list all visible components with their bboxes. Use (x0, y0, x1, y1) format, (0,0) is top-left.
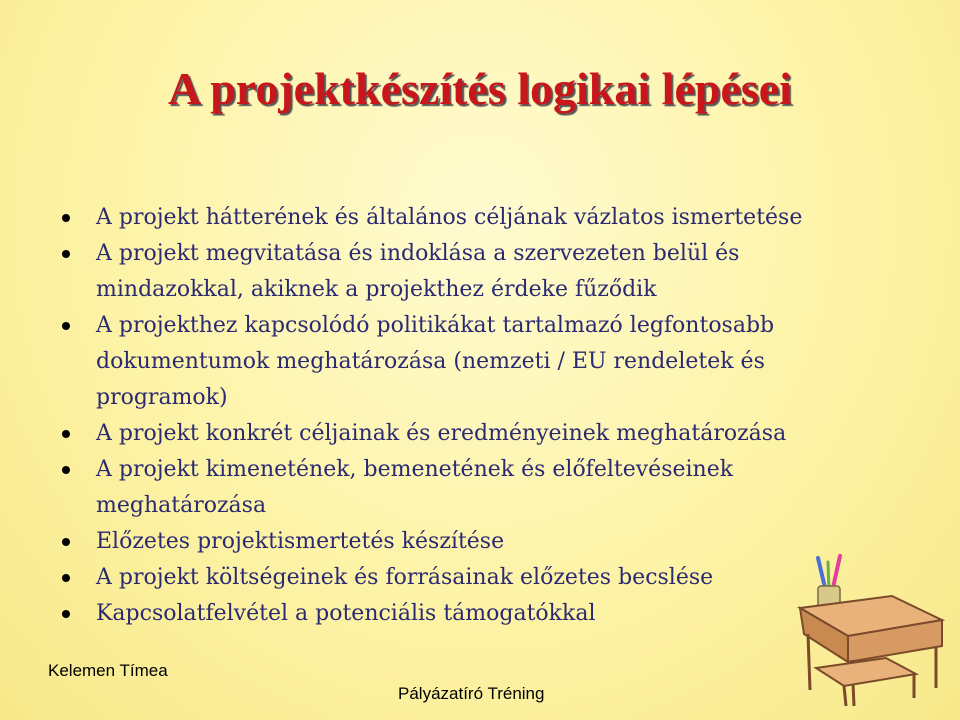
bullet-item: Előzetes projektismertetés készítése (62, 524, 862, 560)
bullet-item: A projekt költségeinek és forrásainak előzetes becslése (62, 560, 862, 596)
bullet-item: Kapcsolatfelvétel a potenciális támogatókkal (62, 596, 862, 632)
bullet-item: A projekthez kapcsolódó politikákat tartalmazó legfontosabb dokumentumok meghatározása (nemzeti / EU rendeletek és programok) (62, 308, 862, 416)
footer-author: Kelemen Tímea (48, 661, 168, 680)
school-desk-icon (796, 550, 946, 710)
bullet-item: A projekt konkrét céljainak és eredményeinek meghatározása (62, 416, 862, 452)
bullet-item: A projekt kimenetének, bemenetének és előfeltevéseinek meghatározása (62, 452, 862, 524)
footer-course: Pályázatíró Tréning (398, 684, 545, 703)
slide-title: A projektkészítés logikai lépései (168, 63, 792, 114)
bullet-item: A projekt hátterének és általános céljának vázlatos ismertetése (62, 200, 862, 236)
bullet-list (62, 200, 862, 632)
bullet-item: A projekt megvitatása és indoklása a szervezeten belül és mindazokkal, akiknek a projekthez érdeke fűződik (62, 236, 862, 308)
